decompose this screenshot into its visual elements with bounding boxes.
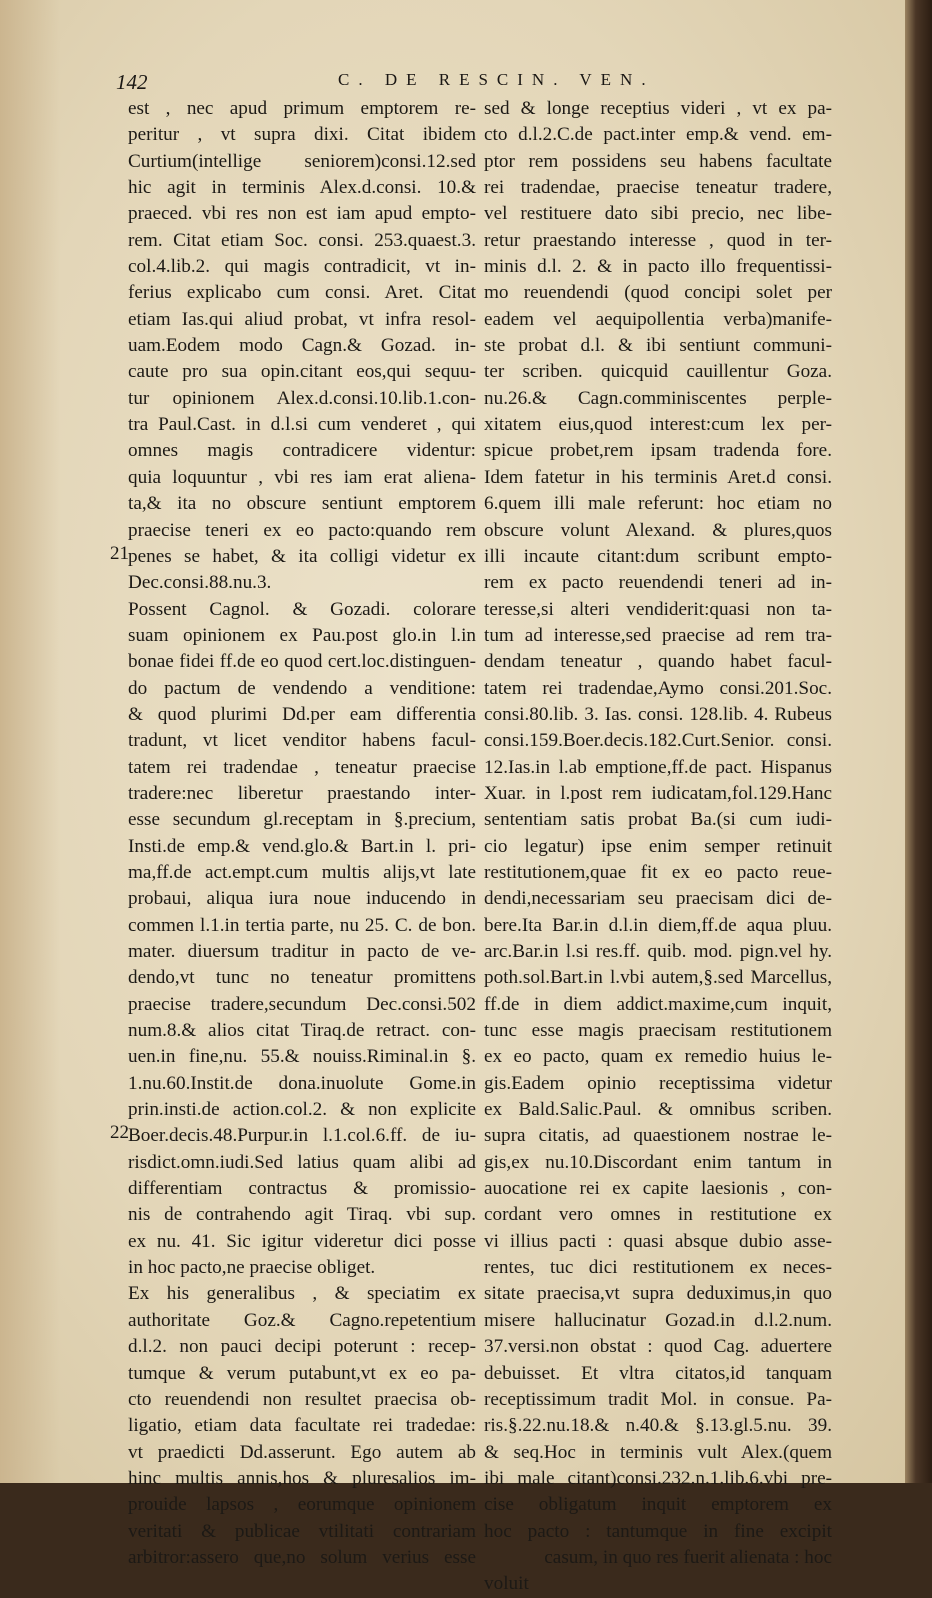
text-line: illi incaute citant:dum scribunt empto-	[484, 545, 832, 567]
text-line: rei tradendae, praecise teneatur tradere,	[484, 177, 832, 199]
text-line: xitatem eius,quod interest:cum lex per-	[484, 414, 832, 436]
text-line: auocatione rei ex capite laesionis , con-	[484, 1178, 832, 1200]
text-line: col.4.lib.2. qui magis contradicit, vt in-	[128, 256, 476, 278]
text-line: tatem rei tradendae,Aymo consi.201.Soc.	[484, 677, 832, 699]
text-line: 12.Ias.in l.ab emptione,ff.de pact. Hispanus	[484, 756, 832, 778]
text-line: praecise tradere,secundum Dec.consi.502	[128, 993, 476, 1015]
text-line: caute pro sua opin.citant eos,qui sequu-	[128, 361, 476, 383]
text-line: hic agit in terminis Alex.d.consi. 10.&	[128, 177, 476, 199]
text-line: 6.quem illi male referunt: hoc etiam no	[484, 493, 832, 515]
text-line: gis.Eadem opinio receptissima videtur	[484, 1072, 832, 1094]
marginal-number: 21	[110, 543, 129, 564]
text-line: Idem fatetur in his terminis Aret.d consi.	[484, 466, 832, 488]
text-line: rem ex pacto reuendendi teneri ad in-	[484, 572, 832, 594]
text-line: minis d.l. 2. & in pacto illo frequentissi-	[484, 256, 832, 278]
text-line: receptissimum tradit Mol. in consue. Pa-	[484, 1388, 832, 1410]
text-line: uam.Eodem modo Cagn.& Gozad. in-	[128, 335, 476, 357]
text-line: omnes magis contradicere videntur:	[128, 440, 476, 462]
text-line: arbitror:assero que,no solum verius esse	[128, 1546, 476, 1568]
text-line: Curtium(intellige seniorem)consi.12.sed	[128, 150, 476, 172]
text-line: retur praestando interesse , quod in ter-	[484, 229, 832, 251]
text-line: sed & longe receptius videri , vt ex pa-	[484, 98, 832, 119]
text-line: quia loquuntur , vbi res iam erat aliena-	[128, 466, 476, 488]
text-line: arc.Bar.in l.si res.ff. quib. mod. pign.vel hy.	[484, 941, 832, 962]
text-line: peritur , vt supra dixi. Citat ibidem	[128, 124, 476, 146]
text-line: debuisset. Et vltra citatos,id tanquam	[484, 1362, 832, 1384]
text-line: ptor rem possidens seu habens facultate	[484, 150, 832, 172]
text-line: tur opinionem Alex.d.consi.10.lib.1.con-	[128, 387, 476, 409]
text-line: cordant vero omnes in restitutione ex	[484, 1204, 832, 1226]
text-line: hoc pacto : tantumque in fine excipit	[484, 1520, 832, 1542]
text-line: penes se habet, & ita colligi videtur ex	[128, 545, 476, 567]
text-line: num.8.& alios citat Tiraq.de retract. con-	[128, 1020, 476, 1042]
running-title: C. DE RESCIN. VEN.	[338, 70, 655, 89]
text-line: vt praedicti Dd.asserunt. Ego autem ab	[128, 1441, 476, 1463]
text-line: Xuar. in l.post rem iudicatam,fol.129.Hanc	[484, 782, 832, 804]
text-line: ma,ff.de act.empt.cum multis alijs,vt late	[128, 861, 476, 883]
text-line: bere.Ita Bar.in d.l.in diem,ff.de aqua pluu.	[484, 914, 832, 936]
text-line: voluit	[484, 1573, 529, 1595]
text-line: do pactum de vendendo a venditione:	[128, 677, 476, 699]
text-line: ris.§.22.nu.18.& n.40.& §.13.gl.5.nu. 39.	[484, 1415, 832, 1437]
text-line: in hoc pacto,ne praecise obliget.	[128, 1257, 376, 1279]
text-line: misere hallucinatur Gozad.in d.l.2.num.	[484, 1309, 832, 1331]
text-line: d.l.2. non pauci decipi poterunt : recep-	[128, 1336, 476, 1358]
text-line: poth.sol.Bart.in l.vbi autem,§.sed Marcellus,	[484, 967, 832, 989]
text-line: dendi,necessariam seu praecisam dici de-	[484, 888, 832, 910]
text-line: Possent Cagnol. & Gozadi. colorare	[128, 598, 476, 620]
marginal-number: 22	[110, 1122, 129, 1143]
text-line: tradere:nec liberetur praestando inter-	[128, 782, 476, 804]
text-line: est , nec apud primum emptorem re-	[128, 98, 476, 119]
text-line: bonae fidei ff.de eo quod cert.loc.distinguen-	[128, 651, 476, 673]
text-line: tatem rei tradendae , teneatur praecise	[128, 756, 476, 778]
text-line: Insti.de emp.& vend.glo.& Bart.in l. pri-	[128, 835, 476, 857]
text-line: & quod plurimi Dd.per eam differentia	[128, 703, 476, 725]
text-line: tra Paul.Cast. in d.l.si cum venderet , qui	[128, 414, 476, 436]
text-line: praecise teneri ex eo pacto:quando rem	[128, 519, 476, 541]
text-line: sitate praecisa,vt supra deduximus,in quo	[484, 1283, 832, 1305]
text-line: tunc esse magis praecisam restitutionem	[484, 1020, 832, 1042]
text-line: uen.in fine,nu. 55.& nouiss.Riminal.in §.	[128, 1046, 476, 1068]
text-line: tum ad interesse,sed praecise ad rem tra-	[484, 624, 832, 646]
text-line: consi.159.Boer.decis.182.Curt.Senior. consi.	[484, 730, 832, 752]
text-line: gis,ex nu.10.Discordant enim tantum in	[484, 1151, 832, 1173]
text-line: probaui, aliqua iura noue inducendo in	[128, 888, 476, 910]
text-line: 1.nu.60.Instit.de dona.inuolute Gome.in	[128, 1072, 476, 1094]
text-line: ter scriben. quicquid cauillentur Goza.	[484, 361, 832, 383]
left-text-column	[128, 96, 476, 1571]
text-line: mater. diuersum traditur in pacto de ve-	[128, 941, 476, 962]
text-line: ferius explicabo cum consi. Aret. Citat	[128, 282, 476, 304]
text-line: eadem vel aequipollentia verba)manife-	[484, 308, 832, 330]
text-line: ex nu. 41. Sic igitur videretur dici posse	[128, 1230, 476, 1252]
text-line: rem. Citat etiam Soc. consi. 253.quaest.3.	[128, 229, 476, 251]
text-line: prin.insti.de action.col.2. & non explicite	[128, 1099, 476, 1121]
text-line: ex eo pacto, quam ex remedio huius le-	[484, 1046, 832, 1068]
text-line: differentiam contractus & promissio-	[128, 1178, 476, 1200]
text-line: dendam teneatur , quando habet facul-	[484, 651, 832, 673]
page-header	[116, 68, 838, 98]
text-line: commen l.1.in tertia parte, nu 25. C. de bon.	[128, 914, 476, 936]
text-line: esse secundum gl.receptam in §.precium,	[128, 809, 476, 831]
text-line: Boer.decis.48.Purpur.in l.1.col.6.ff. de iu-	[128, 1125, 476, 1147]
text-line: cise obligatum inquit emptorem ex	[484, 1494, 832, 1516]
text-line: ex Bald.Salic.Paul. & omnibus scriben.	[484, 1099, 832, 1121]
text-line: vi illius pacti : quasi absque dubio asse-	[484, 1230, 832, 1252]
text-line: ta,& ita no obscure sentiunt emptorem	[128, 493, 476, 515]
text-line: ff.de in diem addict.maxime,cum inquit,	[484, 993, 832, 1015]
text-line: sententiam satis probat Ba.(si cum iudi-	[484, 809, 832, 831]
text-line: obscure volunt Alexand. & plures,quos	[484, 519, 832, 541]
text-line: prouide lapsos , eorumque opinionem	[128, 1494, 476, 1516]
text-line: ste probat d.l. & ibi sentiunt communi-	[484, 335, 832, 357]
text-line: Ex his generalibus , & speciatim ex	[128, 1283, 476, 1305]
text-line: dendo,vt tunc no teneatur promittens	[128, 967, 476, 989]
text-line: teresse,si alteri vendiderit:quasi non ta-	[484, 598, 832, 620]
text-line: & seq.Hoc in terminis vult Alex.(quem	[484, 1441, 832, 1463]
text-line: Dec.consi.88.nu.3.	[128, 572, 272, 594]
text-line: cto d.l.2.C.de pact.inter emp.& vend. em-	[484, 124, 832, 146]
text-line: hinc multis annis,hos & pluresalios im-	[128, 1467, 476, 1489]
page-gutter-shadow	[0, 0, 60, 1483]
text-line: nis de contrahendo agit Tiraq. vbi sup.	[128, 1204, 476, 1226]
text-line: supra citatis, ad quaestionem nostrae le-	[484, 1125, 832, 1147]
text-line: cto reuendendi non resultet praecisa ob-	[128, 1388, 476, 1410]
text-line: casum, in quo res fuerit alienata : hoc	[544, 1546, 832, 1568]
text-line: 37.versi.non obstat : quod Cag. aduertere	[484, 1336, 832, 1358]
text-line: veritati & publicae vtilitati contrariam	[128, 1520, 476, 1542]
text-line: ibi male citant)consi.232.n.1.lib.6.vbi pre-	[484, 1467, 832, 1489]
text-line: tumque & verum putabunt,vt ex eo pa-	[128, 1362, 476, 1384]
text-line: vel restituere dato sibi precio, nec libe-	[484, 203, 832, 225]
right-text-column	[484, 96, 832, 1598]
text-line: cio legatur) ipse enim semper retinuit	[484, 835, 832, 857]
text-line: risdict.omn.iudi.Sed latius quam alibi ad	[128, 1151, 476, 1173]
text-line: rentes, tuc dici restitutionem ex neces-	[484, 1257, 832, 1279]
folio-number: 142	[116, 70, 148, 94]
text-line: ligatio, etiam data facultate rei tradedae:	[128, 1415, 476, 1437]
text-line: spicue probet,rem ipsam tradenda fore.	[484, 440, 832, 462]
text-line: restitutionem,quae fit ex eo pacto reue-	[484, 861, 832, 883]
book-binding-edge	[905, 0, 932, 1483]
text-line: nu.26.& Cagn.comminiscentes perple-	[484, 387, 832, 409]
text-line: authoritate Goz.& Cagno.repetentium	[128, 1309, 476, 1331]
text-line: mo reuendendi (quod concipi solet per	[484, 282, 832, 304]
text-line: etiam Ias.qui aliud probat, vt infra resol-	[128, 308, 476, 330]
text-line: suam opinionem ex Pau.post glo.in l.in	[128, 624, 476, 646]
text-line: consi.80.lib. 3. Ias. consi. 128.lib. 4. Rubeus	[484, 703, 832, 725]
text-line: tradunt, vt licet venditor habens facul-	[128, 730, 476, 752]
text-line: praeced. vbi res non est iam apud empto-	[128, 203, 476, 225]
